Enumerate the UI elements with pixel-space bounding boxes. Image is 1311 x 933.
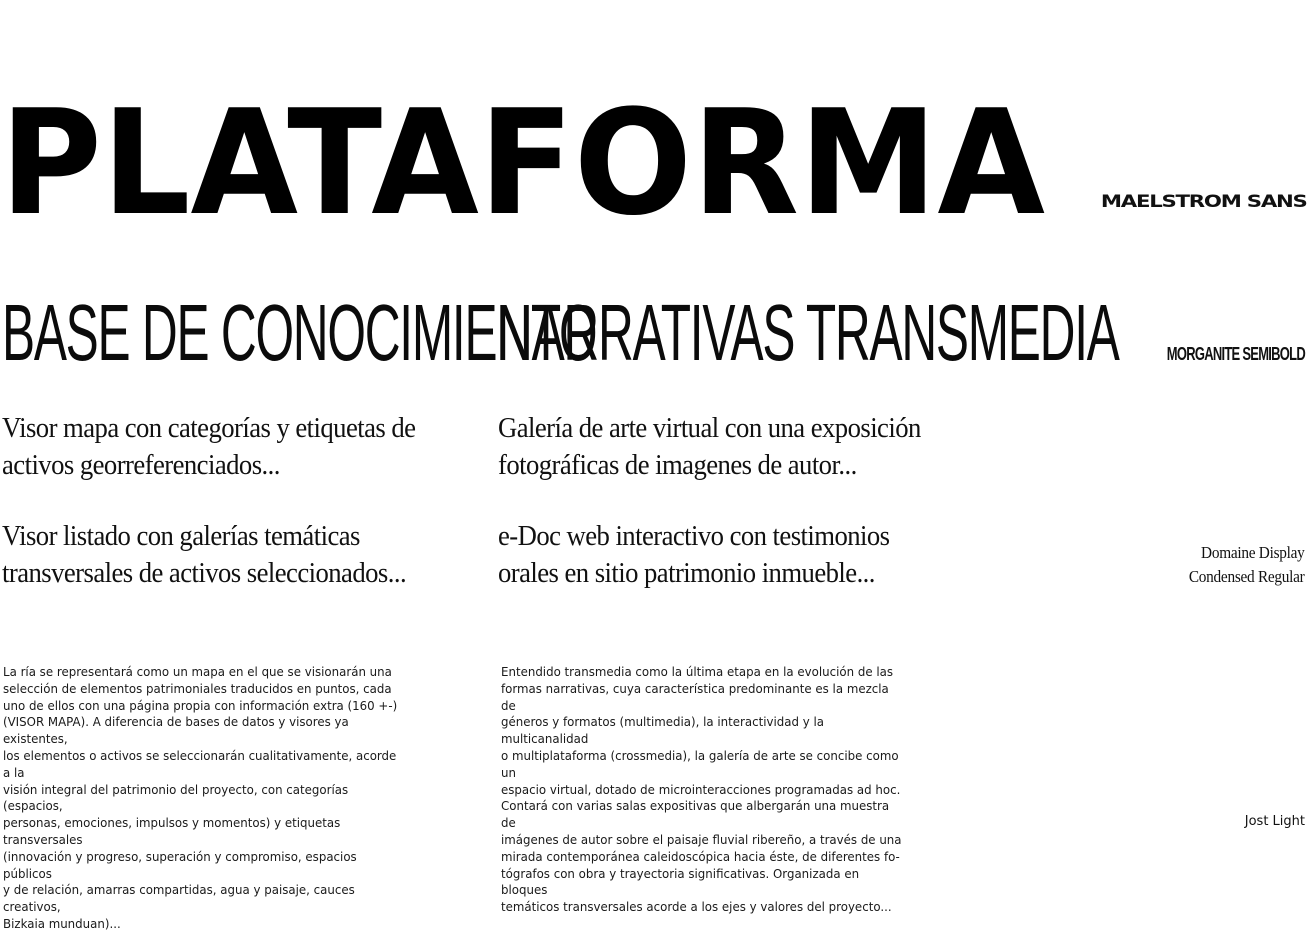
lead-edoc-web: e-Doc web interactivo con testimonios orales en sitio patrimonio inmueble... [498,520,890,589]
lead-visor-listado: Visor listado con galerías temáticas transversales de activos seleccionados... [2,520,407,589]
column-title-base-de-conocimiento: BASE DE CONOCIMIENTO [2,288,597,377]
lead-galeria-arte: Galería de arte virtual con una exposición fotográficas de imagenes de autor... [498,412,921,481]
body-font-label: Jost Light [1244,814,1305,829]
lead-visor-mapa: Visor mapa con categorías y etiquetas de activos georreferenciados... [2,412,416,481]
lead-font-label: Domaine Display Condensed Regular [1189,543,1305,586]
column-title-narrativas-transmedia: NARRATIVAS TRANSMEDIA [497,288,1119,377]
display-title [0,100,1050,218]
body-text-base-conocimiento: La ría se representará como un mapa en el que se visionarán una selección de elementos patrimoniales traducidos en puntos, cada uno de ellos con una página propia con información extra (160 +-) (VISOR MAPA). A diferencia de bases de datos y visores ya existentes, los elementos o activos se seleccionarán cualitativamente, acorde a la visión integral del patrimonio del proyecto, con categorías (espacios, personas, emociones, impulsos y momentos) y etiquetas transversales (innovación y progreso, superación y compromiso, espacios públicos y de relación, amarras compartidas, agua y paisaje, cauces creativos, Bizkaia munduan)... [3,665,398,931]
display-font-label: MAELSTROM SANS [1101,192,1307,212]
body-text-narrativas-transmedia: Entendido transmedia como la última etapa en la evolución de las formas narrativas, cuya característica predominante es la mezcla de géneros y formatos (multimedia), la interactividad y la multicanalidad o multiplataforma (crossmedia), la galería de arte se concibe como un espacio virtual, dotado de microinteracciones programadas ad hoc. Contará con varias salas expositivas que albergarán una muestra de imágenes de autor sobre el paisaje fluvial ribereño, a través de una mirada contemporánea caleidoscópica hacia éste, de diferentes fo- tógrafos con obra y trayectoria significativas. Organizada en bloques temáticos transversales acorde a los ejes y valores del proyecto... [501,665,902,915]
display-title-text: PLATAFORMA [0,100,1045,218]
heading-font-label: MORGANITE SEMIBOLD [1166,344,1305,364]
